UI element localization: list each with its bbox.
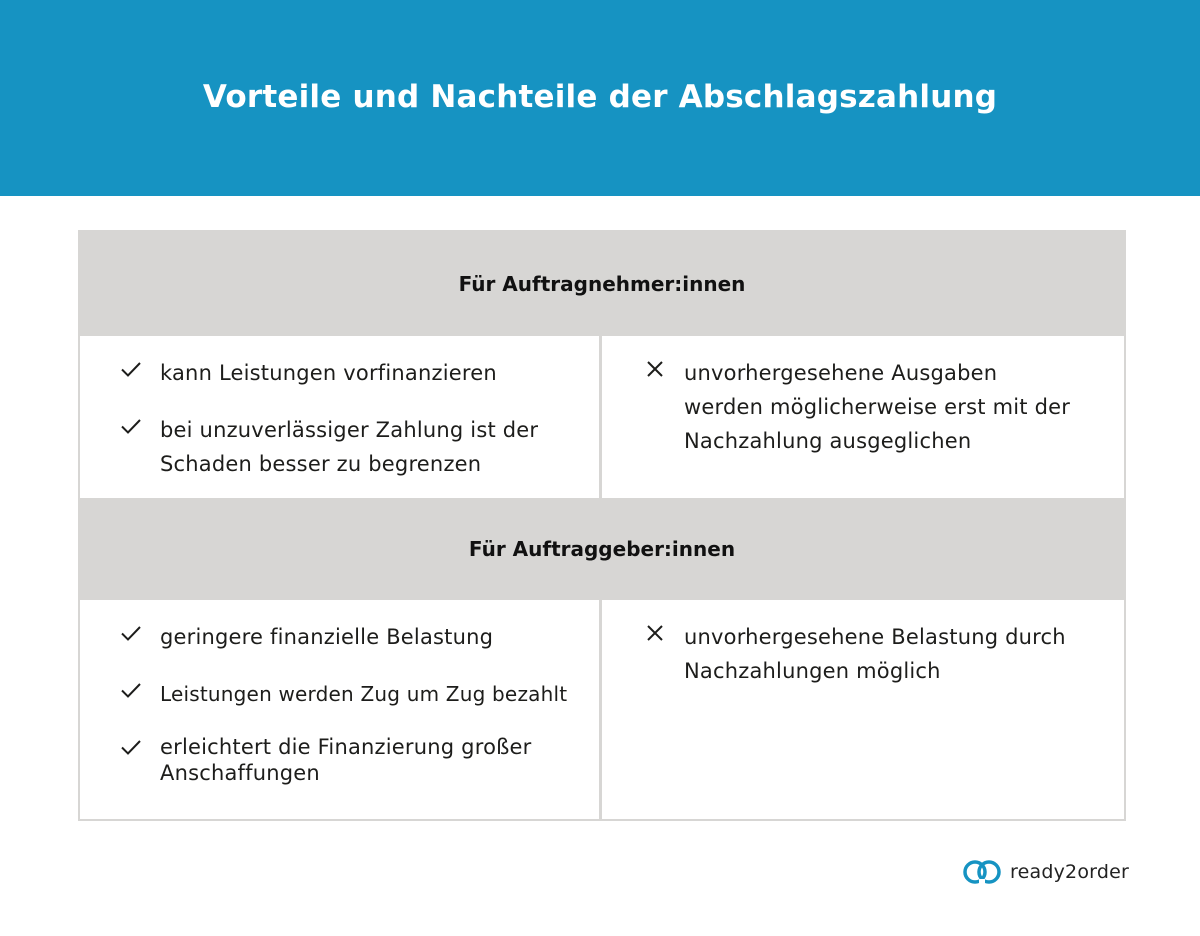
cons-cell-contractors xyxy=(602,336,1124,498)
pro-text: erleichtert die Finanzierung großer Anschaffungen xyxy=(160,735,532,785)
con-text: unvorhergesehene Ausgaben werden möglicherweise erst mit der Nachzahlung ausgeglichen xyxy=(684,361,1071,453)
pro-text: bei unzuverlässiger Zahlung ist der Schaden besser zu begrenzen xyxy=(160,418,539,476)
con-item xyxy=(644,356,1074,458)
pros-cons-table xyxy=(78,230,1126,821)
pro-item xyxy=(120,734,560,786)
title-banner xyxy=(0,0,1200,196)
cross-icon xyxy=(644,622,666,644)
section-heading-clients xyxy=(80,498,1124,600)
cons-cell-clients xyxy=(602,600,1124,819)
pro-item xyxy=(120,413,560,481)
cross-icon xyxy=(644,358,666,380)
check-icon xyxy=(120,358,142,380)
section-heading-label: Für Auftragnehmer:innen xyxy=(458,272,746,296)
pros-cell-contractors xyxy=(80,336,599,498)
pro-item xyxy=(120,677,595,711)
pros-cell-clients xyxy=(80,600,599,819)
check-icon xyxy=(120,679,142,701)
pro-item xyxy=(120,620,590,654)
brand-name: ready2order xyxy=(1010,861,1129,883)
pro-text: geringere finanzielle Belastung xyxy=(160,625,494,649)
pro-text: Leistungen werden Zug um Zug bezahlt xyxy=(160,682,568,706)
brand-logo xyxy=(962,855,1129,889)
check-icon xyxy=(120,736,142,758)
pro-text: kann Leistungen vorfinanzieren xyxy=(160,361,497,385)
ready2order-logo-icon xyxy=(962,855,1002,889)
check-icon xyxy=(120,622,142,644)
page-title: Vorteile und Nachteile der Abschlagszahlung xyxy=(202,79,998,115)
check-icon xyxy=(120,415,142,437)
con-item xyxy=(644,620,1084,688)
section-heading-contractors xyxy=(80,232,1124,336)
pro-item xyxy=(120,356,580,390)
section-heading-label: Für Auftraggeber:innen xyxy=(468,537,736,561)
con-text: unvorhergesehene Belastung durch Nachzahlungen möglich xyxy=(684,625,1066,683)
